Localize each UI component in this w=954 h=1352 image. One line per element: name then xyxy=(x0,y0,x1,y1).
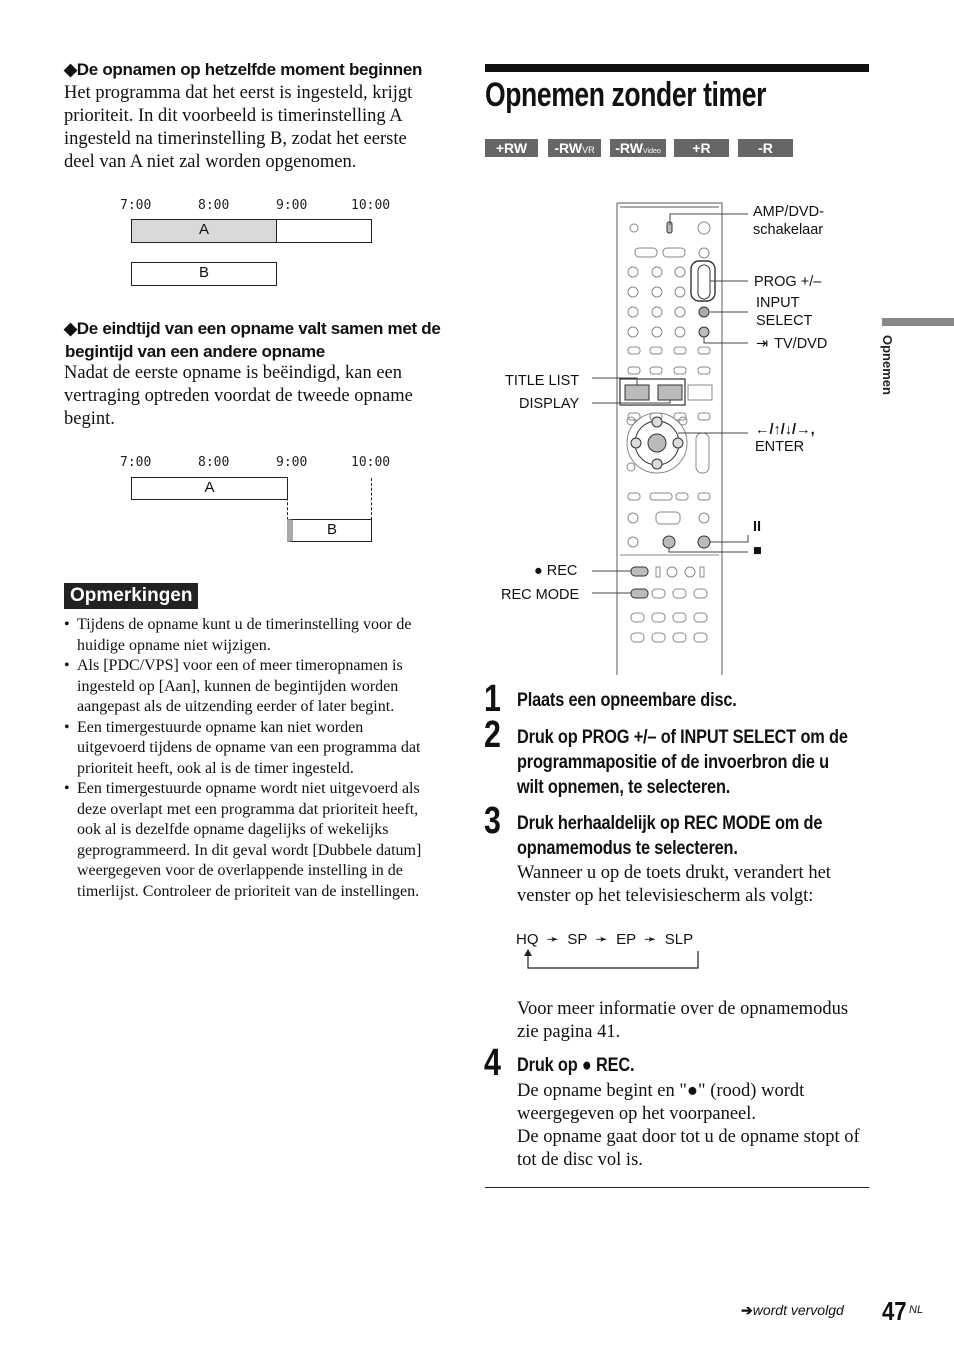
step-4-body xyxy=(517,1080,860,1172)
mode-sp: SP xyxy=(567,931,588,948)
label-arrows: ←/↑/↓/→, xyxy=(755,422,815,438)
step-heading-line: Druk op PROG +/– of INPUT SELECT om de xyxy=(517,727,848,748)
language-code: NL xyxy=(909,1304,924,1316)
step-heading-line: Druk op ● REC. xyxy=(517,1055,635,1076)
step-heading-line: Druk herhaaldelijk op REC MODE om de xyxy=(517,813,823,834)
continued-text: wordt vervolgd xyxy=(752,1302,844,1318)
badge-label: +R xyxy=(692,140,711,156)
badge-label: -R xyxy=(758,140,773,156)
step-body-line: tot de disc vol is. xyxy=(517,1150,643,1170)
arrow-right-icon: ➛ xyxy=(595,931,608,948)
note-line: prioriteit heeft, ook al is de timer ingesteld. xyxy=(77,759,354,777)
note-line: ingesteld op [Aan], kunnen de begintijden worden xyxy=(77,677,399,695)
time-label: 7:00 xyxy=(120,455,152,470)
step-1-heading xyxy=(517,688,737,713)
mode-ep: EP xyxy=(616,931,636,948)
step-body-line: weergegeven op het voorpaneel. xyxy=(517,1104,757,1124)
note-line: aangepast als de uitzending eerder of later begint. xyxy=(77,698,395,715)
note-item xyxy=(64,718,454,780)
step-heading-line: opnamemodus te selecteren. xyxy=(517,838,738,859)
label-enter: ENTER xyxy=(755,439,805,455)
step-2-heading xyxy=(517,725,870,800)
section1-line: prioriteit. In dit voorbeeld is timerinstelling A xyxy=(64,106,403,126)
mode-note xyxy=(517,998,848,1044)
section2-line: Nadat de eerste opname is beëindigd, kan een xyxy=(64,363,403,383)
label-line: SELECT xyxy=(756,313,813,329)
notes-list xyxy=(64,615,454,902)
badge-minus-rw-vr xyxy=(548,139,601,157)
step-number: 2 xyxy=(484,714,501,756)
label-line: AMP/DVD- xyxy=(753,204,824,220)
section2-heading-line: begintijd van een andere opname xyxy=(65,342,325,361)
page-number: 47 xyxy=(882,1296,907,1326)
time-label: 8:00 xyxy=(198,198,230,213)
step-number: 4 xyxy=(484,1042,501,1084)
step-body-line: De opname gaat door tot u de opname stopt of xyxy=(517,1127,860,1147)
label-title-list: TITLE LIST xyxy=(505,373,580,389)
note-line: uitgevoerd tijdens de opname van een programma dat xyxy=(77,739,421,756)
timer-a-bar-recorded xyxy=(276,219,372,243)
note-line: timerlijst. Controleer de prioriteit van de instellingen. xyxy=(77,882,420,900)
label-line: INPUT xyxy=(756,295,800,311)
section1-line: deel van A niet zal worden opgenomen. xyxy=(64,152,357,172)
step-3-heading xyxy=(517,811,870,861)
note-line: zie pagina 41. xyxy=(517,1022,621,1042)
end-time-marker xyxy=(371,478,372,520)
timer-a-bar-shaded: A xyxy=(131,219,277,243)
label-line: schakelaar xyxy=(753,222,824,238)
page-title: Opnemen zonder timer xyxy=(485,76,767,114)
badge-label: -RW xyxy=(615,140,643,156)
note-item xyxy=(64,615,454,656)
note-line: • Als [PDC/VPS] voor een of meer timeropnamen is xyxy=(77,657,403,674)
step-body-line: De opname begint en "●" (rood) wordt xyxy=(517,1081,805,1101)
section2-line: begint. xyxy=(64,409,115,429)
section1-body xyxy=(64,82,412,174)
step-3-body xyxy=(517,862,831,908)
badge-label: -RW xyxy=(554,140,583,156)
stop-icon: ■ xyxy=(753,543,762,559)
note-line: geprogrammeerd. In dit geval wordt [Dubbele datum] xyxy=(77,841,422,859)
notes-heading: Opmerkingen xyxy=(64,583,198,609)
badge-minus-rw-video xyxy=(610,139,666,157)
section1-line: Het programma dat het eerst is ingesteld, krijgt xyxy=(64,83,413,103)
continue-arrow-icon: ➔ xyxy=(741,1302,753,1318)
time-label: 9:00 xyxy=(276,198,308,213)
badge-minus-r xyxy=(738,139,793,157)
step-heading-line: Plaats een opneembare disc. xyxy=(517,690,737,711)
label-amp-dvd-switch xyxy=(753,203,824,239)
note-line: huidige opname niet wijzigen. xyxy=(77,636,271,654)
input-icon: ⇥ xyxy=(756,336,769,352)
step-4-heading xyxy=(517,1053,634,1078)
note-line: deze overlapt met een programma dat prioriteit heeft, xyxy=(77,800,419,818)
arrow-right-icon: ➛ xyxy=(644,931,657,948)
step-heading-line: programmapositie of de invoerbron die u xyxy=(517,752,829,773)
note-line: ook al is dezelfde opname dagelijks of wekelijks xyxy=(77,821,389,838)
timer-b-bar: B xyxy=(287,519,372,542)
timer-b-bar: B xyxy=(131,262,277,286)
note-line: weergegeven voor de overlappende instelling in de xyxy=(77,862,403,879)
label-tv-dvd xyxy=(756,335,827,353)
step-body-line: venster op het televisiescherm als volgt: xyxy=(517,886,814,906)
time-label: 10:00 xyxy=(351,455,391,470)
time-label: 9:00 xyxy=(276,455,308,470)
label-rec-mode: REC MODE xyxy=(501,587,580,603)
label-display: DISPLAY xyxy=(519,396,580,412)
badge-plus-r xyxy=(674,139,729,157)
section2-body xyxy=(64,362,413,431)
badge-sub: Video xyxy=(642,148,661,155)
mode-slp: SLP xyxy=(664,931,694,948)
mode-hq: HQ xyxy=(516,931,539,948)
note-line: Voor meer informatie over de opnamemodus xyxy=(517,999,849,1019)
pause-icon: II xyxy=(753,519,762,535)
note-item xyxy=(64,656,454,718)
step-number: 3 xyxy=(484,800,501,842)
label-prog: PROG +/– xyxy=(754,274,822,290)
section1-line: ingesteld na timerinstelling B, zodat het eerste xyxy=(64,129,407,149)
mode-loop-arrow xyxy=(520,948,705,972)
timer-a-bar: A xyxy=(131,477,288,500)
step-body-line: Wanneer u op de toets drukt, verandert het xyxy=(517,863,831,883)
time-label: 8:00 xyxy=(198,455,230,470)
section-tab xyxy=(882,318,954,326)
time-label: 7:00 xyxy=(120,198,152,213)
note-item xyxy=(64,779,454,902)
time-label: 10:00 xyxy=(351,198,391,213)
label-text: TV/DVD xyxy=(774,336,828,352)
section2-heading xyxy=(64,317,441,363)
end-rule xyxy=(485,1187,869,1188)
title-rule xyxy=(485,64,869,72)
step-heading-line: wilt opnemen, te selecteren. xyxy=(517,777,731,798)
continued-note xyxy=(741,1302,844,1319)
note-line: • Tijdens de opname kunt u de timerinstelling voor de xyxy=(77,616,412,633)
step-number: 1 xyxy=(484,678,501,720)
badge-sub: VR xyxy=(582,145,595,155)
section1-heading: ◆De opnamen op hetzelfde moment beginnen xyxy=(64,60,423,79)
rec-mode-cycle xyxy=(516,930,693,948)
badge-label: +RW xyxy=(495,140,528,156)
label-input-select xyxy=(756,294,812,330)
section2-line: vertraging optreden voordat de tweede opname xyxy=(64,386,413,406)
arrow-right-icon: ➛ xyxy=(546,931,560,948)
remote-control-illustration xyxy=(480,195,880,680)
end-time-marker xyxy=(287,478,288,520)
label-rec: ● REC xyxy=(534,563,578,579)
note-line: • Een timergestuurde opname wordt niet uitgevoerd als xyxy=(77,780,420,797)
badge-plus-rw xyxy=(485,139,538,157)
note-line: • Een timergestuurde opname kan niet worden xyxy=(77,718,364,736)
section2-heading-line: ◆De eindtijd van een opname valt samen met de xyxy=(64,319,441,338)
section-tab-label: Opnemen xyxy=(880,335,895,395)
